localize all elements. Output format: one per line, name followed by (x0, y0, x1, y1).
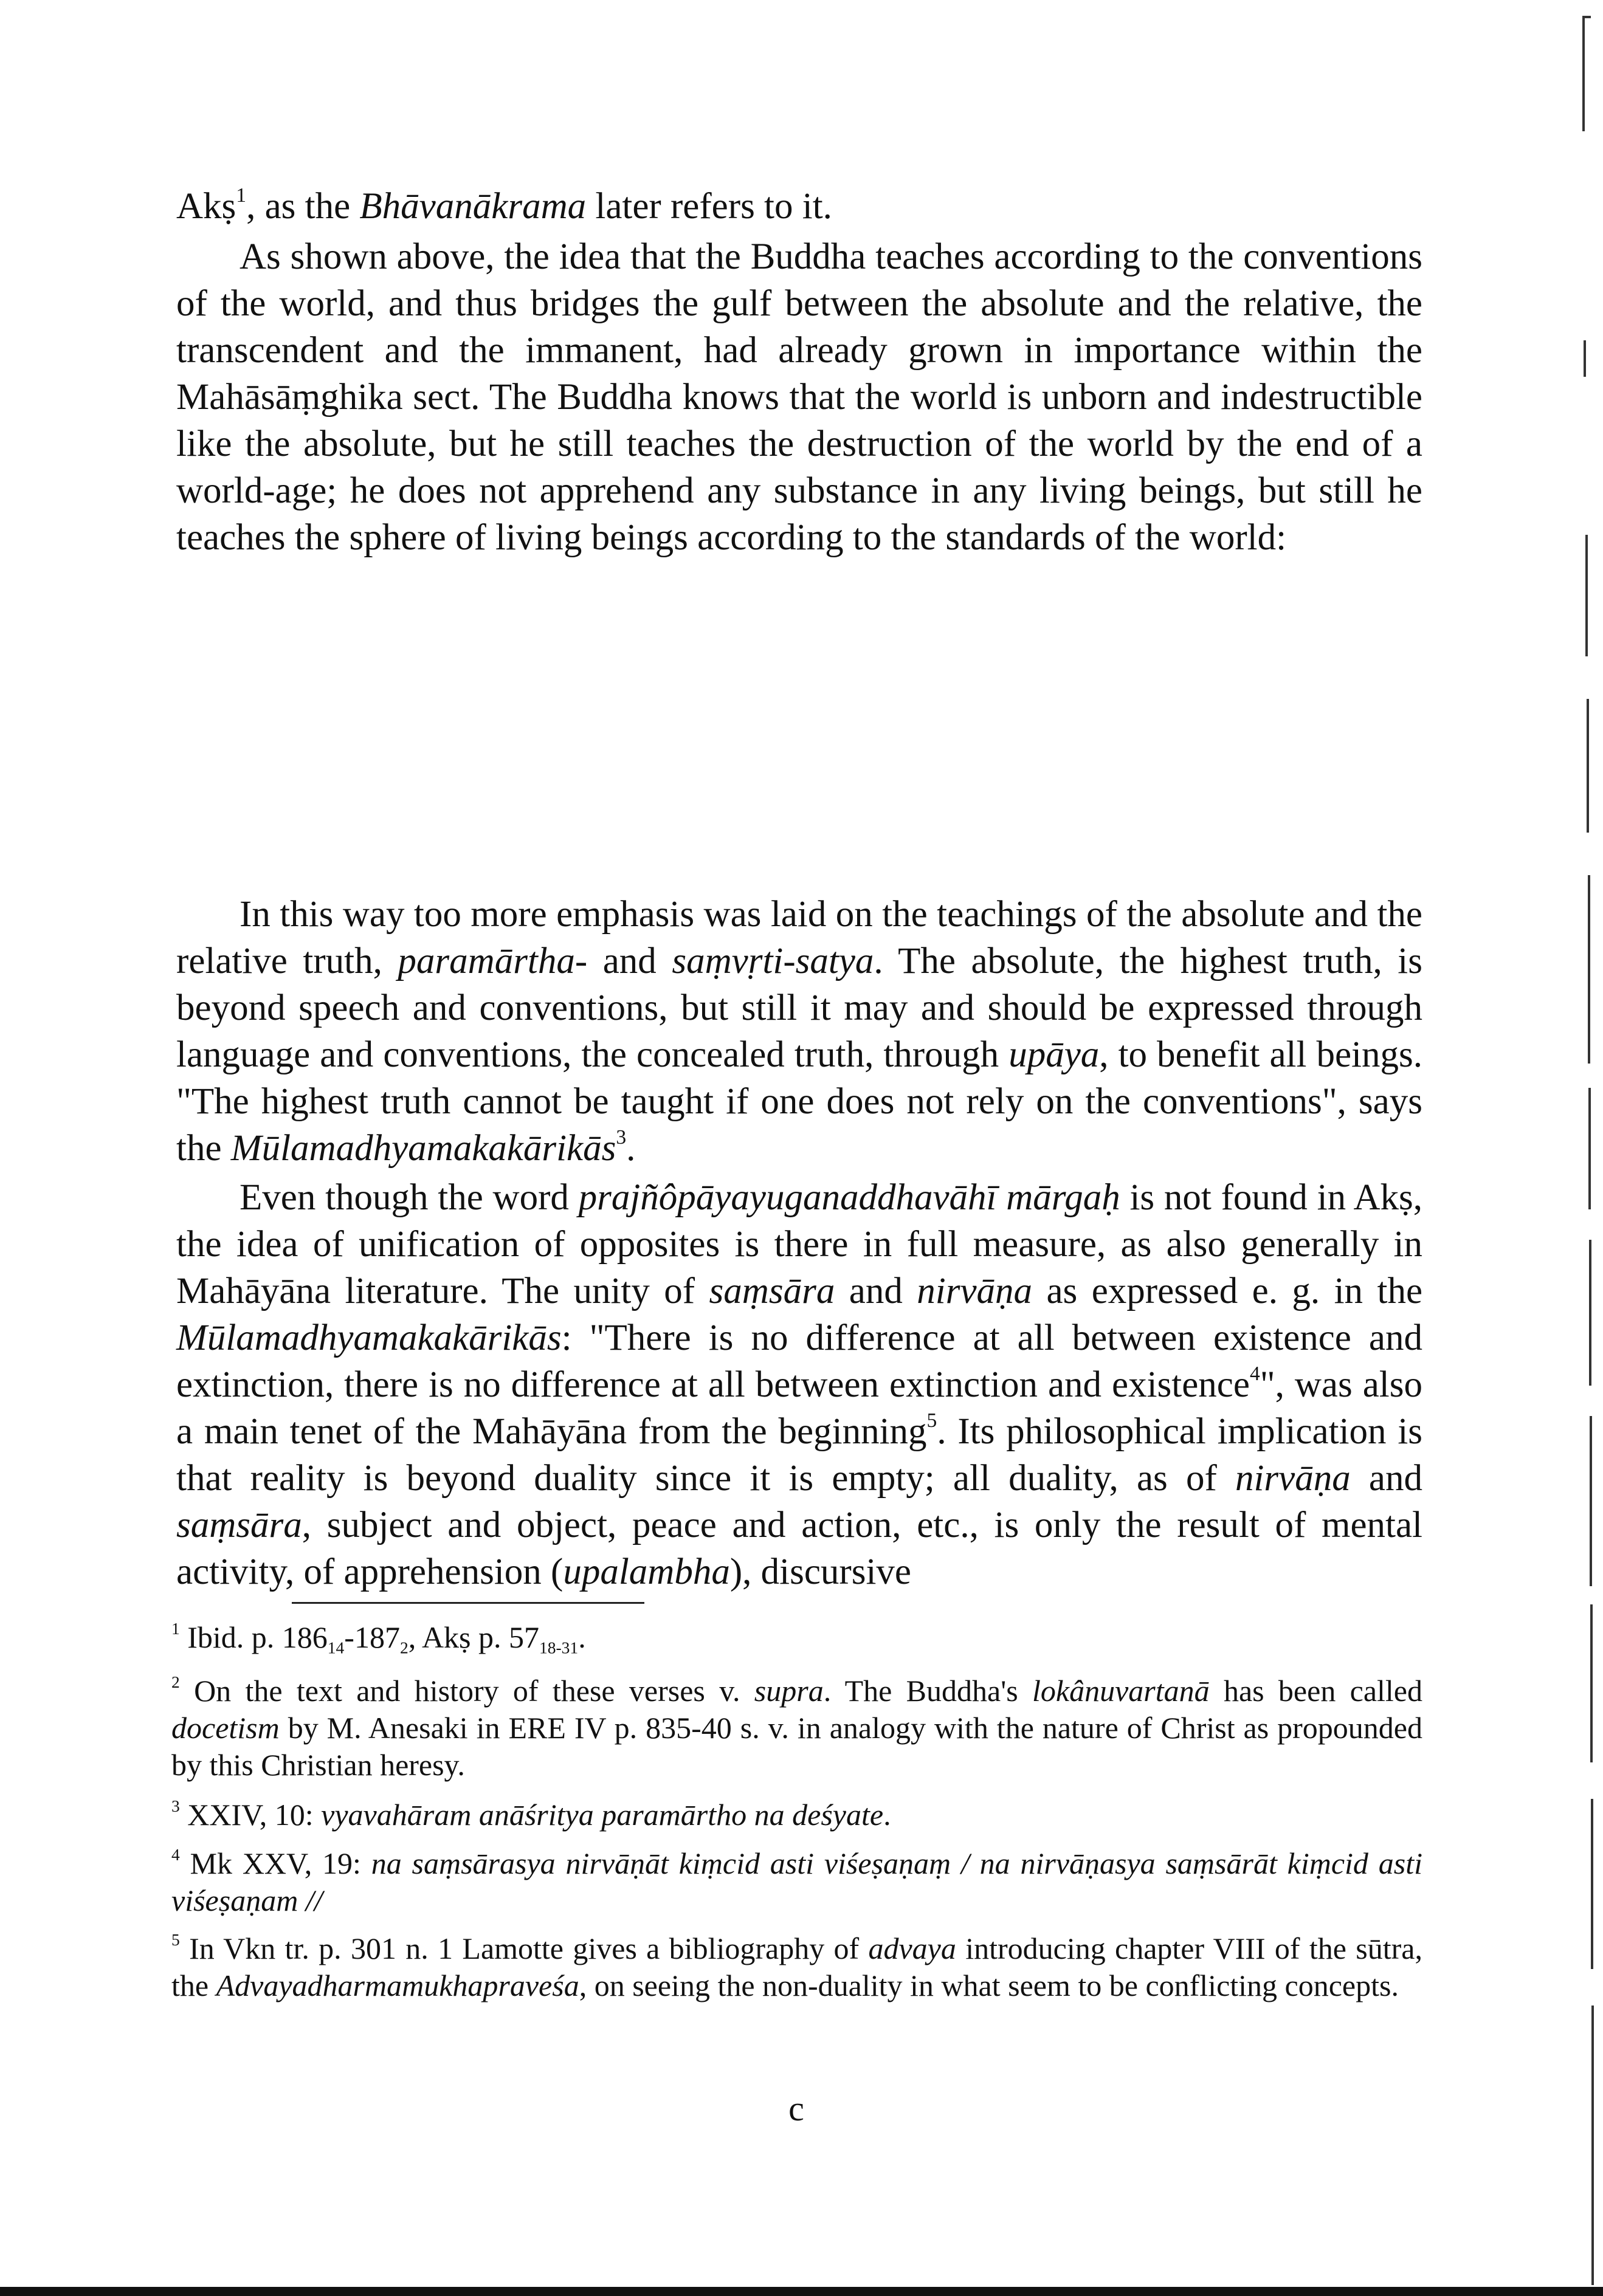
paragraph-4 (176, 1174, 1422, 1595)
text-run: , as the (246, 186, 360, 227)
italic-term: prajñôpāyayuganaddhavāhī mārgaḥ (578, 1177, 1120, 1218)
text-run: , to benefit all beings. "The highest truth cannot be taught if one does not rely on the conventions", says the (176, 1034, 1422, 1169)
footnote-marker: 1 (171, 1619, 180, 1638)
italic-term: saṃvṛti-satya (672, 941, 874, 981)
text-run: by M. Anesaki in ERE IV p. 835-40 s. v. in analogy with the nature of Christ as propounded by this Christian heresy. (171, 1711, 1422, 1782)
italic-term: nirvāṇa (917, 1271, 1033, 1311)
text-run: On the text and history of these verses v. (179, 1674, 754, 1708)
scan-edge-line (1585, 535, 1588, 656)
text-run: -187 (344, 1620, 400, 1654)
text-run: , subject and object, peace and action, etc., is only the result of mental activity, of apprehension ( (176, 1505, 1422, 1592)
italic-term: nirvāṇa (1235, 1458, 1351, 1499)
line-range-subscript: 2 (399, 1638, 409, 1657)
scan-edge-line (1588, 1088, 1591, 1209)
text-run: Akṣ (176, 186, 236, 227)
italic-term: Bhāvanākrama (359, 186, 587, 227)
italic-term: Mūlamadhyamakakārikās (230, 1128, 616, 1169)
footnote-marker: 4 (171, 1845, 180, 1864)
scan-edge-line (1589, 1240, 1591, 1386)
footnote-marker: 5 (171, 1930, 180, 1949)
page-number: c (788, 2089, 804, 2128)
scan-edge-line (1584, 340, 1586, 377)
text-run: . (578, 1620, 586, 1654)
text-run: later refers to it. (586, 186, 832, 227)
paragraph-3 (176, 891, 1422, 1172)
italic-term: saṃsāra (176, 1505, 302, 1545)
scan-edge-line (1591, 2006, 1594, 2285)
scan-edge-line (1588, 875, 1590, 1064)
text-run: . The absolute, the highest truth, is beyond speech and conventions, but still it may and should be expressed through language and conventions, the concealed truth, through (176, 941, 1422, 1075)
footnote-marker: 4 (1249, 1363, 1260, 1386)
footnote-1 (171, 1619, 1422, 1656)
line-range-subscript: 18-31 (539, 1638, 579, 1657)
text-run: introducing chapter VIII of the sūtra, the (171, 1931, 1422, 2002)
text-run: XXIV, 10: (179, 1798, 322, 1832)
scan-edge-line (1591, 1799, 1593, 1969)
footnote-marker: 5 (926, 1409, 937, 1432)
text-run: In Vkn tr. p. 301 n. 1 Lamotte gives a bibliography of (179, 1931, 869, 1965)
text-run: and (835, 1271, 917, 1311)
text-run: : "There is no difference at all between existence and extinction, there is no difference at all between extinction and existence (176, 1318, 1422, 1405)
text-run: is not found in Akṣ, the idea of unification of opposites is there in full measure, as also generally in Mahāyāna literature. The unity of (176, 1177, 1423, 1311)
italic-term: advaya (868, 1931, 956, 1965)
line-range-subscript: 14 (327, 1638, 345, 1657)
text-run: and (587, 941, 672, 981)
italic-term: upalambha (563, 1552, 730, 1592)
footnote-3 (171, 1796, 1422, 1834)
text-run: Even though the word (240, 1177, 579, 1218)
italic-term: Advayadharmamukhapraveśa (216, 1968, 579, 2002)
italic-term: lokânuvartanā (1032, 1674, 1210, 1708)
text-run: . The Buddha's (823, 1674, 1032, 1708)
text-run: ), discursive (729, 1552, 911, 1592)
italic-term: supra (754, 1674, 824, 1708)
italic-term: vyavahāram anāśritya paramārtho na deśyate (321, 1798, 884, 1832)
footnote-marker: 3 (171, 1796, 180, 1815)
text-run: . (883, 1798, 891, 1832)
footnote-5 (171, 1930, 1422, 2004)
footnote-separator (292, 1602, 644, 1604)
footnote-marker: 1 (236, 184, 247, 207)
footnote-2 (171, 1672, 1422, 1784)
scan-edge-line (1587, 699, 1589, 833)
text-run: Mk XXV, 19: (179, 1846, 371, 1880)
footnote-4 (171, 1845, 1422, 1919)
text-run: , Akṣ p. 57 (408, 1620, 540, 1654)
footnote-marker: 2 (171, 1672, 180, 1691)
text-run: and (1350, 1458, 1422, 1499)
paragraph-2 (176, 233, 1422, 561)
text-run: ", was also a main tenet of the Mahāyāna from the beginning (176, 1364, 1422, 1452)
text-run: as expressed e. g. in the (1032, 1271, 1423, 1311)
text-run: has been called (1209, 1674, 1422, 1708)
italic-term: docetism (171, 1711, 280, 1745)
text-run: . (626, 1128, 636, 1169)
text-run: . Its philosophical implication is that reality is beyond duality since it is empty; all duality, as of (176, 1411, 1423, 1499)
scan-bottom-edge (0, 2287, 1603, 2296)
italic-term: upāya (1008, 1034, 1100, 1075)
italic-term: na saṃsārasya nirvāṇāt kiṃcid asti viśeṣaṇaṃ / na nirvāṇasya saṃsārāt kiṃcid asti viśeṣaṇam // (171, 1846, 1422, 1917)
text-run: As shown above, the idea that the Buddha teaches according to the conventions of the world, and thus bridges the gulf between the absolute and the relative, the transcendent and the immanent, had already grown in importance within the Mahāsāṃghika sect. The Buddha knows that the world is unborn and indestructible like the absolute, but he still teaches the destruction of the world by the end of a world-age; he does not apprehend any substance in any living beings, but still he teaches the sphere of living beings according to the standards of the world: (176, 236, 1422, 558)
footnote-marker: 3 (616, 1126, 627, 1149)
text-run: Ibid. p. 186 (179, 1620, 328, 1654)
italic-term: paramārtha- (398, 941, 588, 981)
italic-term: Mūlamadhyamakakārikās (176, 1318, 562, 1358)
scan-edge-line (1590, 1604, 1593, 1762)
scan-edge-line (1590, 1416, 1592, 1586)
paragraph-1 (176, 183, 1422, 230)
text-run: In this way too more emphasis was laid on the teachings of the absolute and the relative truth, (176, 894, 1422, 981)
italic-term: saṃsāra (709, 1271, 835, 1311)
scan-edge-line (1582, 16, 1585, 131)
text-run: , on seeing the non-duality in what seem to be conflicting concepts. (579, 1968, 1399, 2002)
